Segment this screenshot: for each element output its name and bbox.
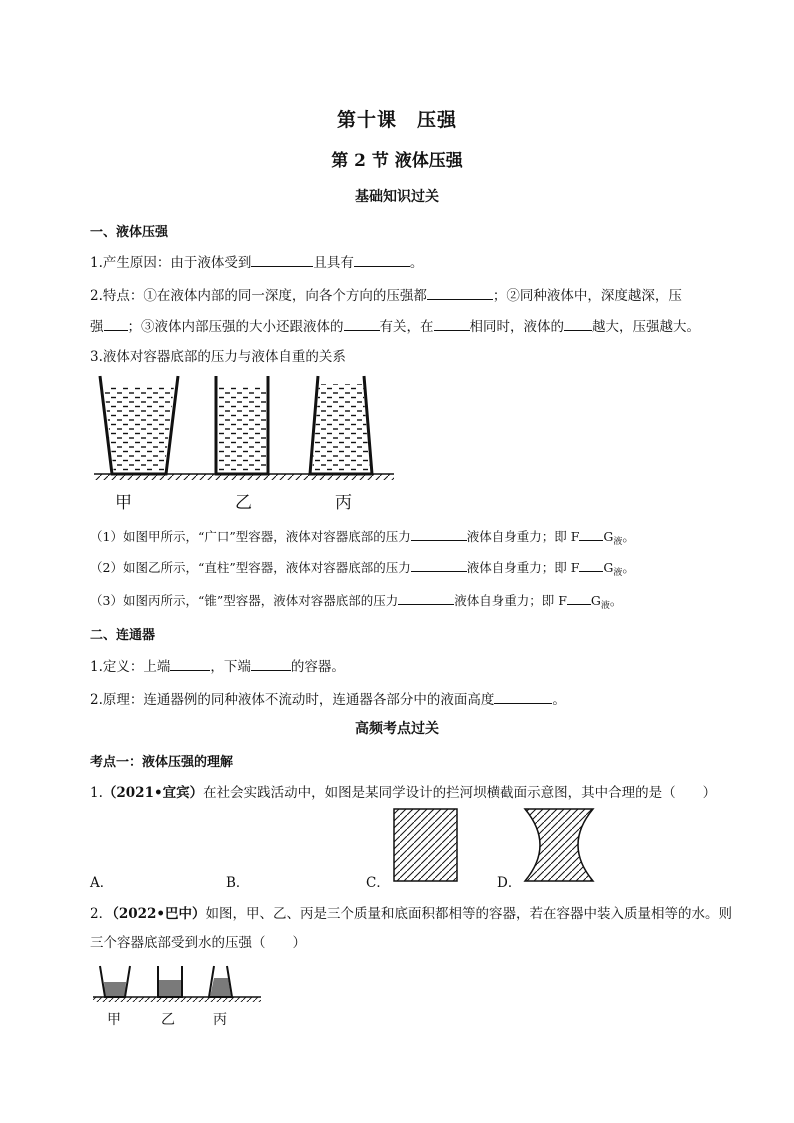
part1-heading: 一、液体压强: [90, 225, 169, 240]
page-title: 第十课 压强: [336, 109, 457, 131]
answer-blank[interactable]: [354, 253, 410, 267]
figure-label-yi: 乙: [235, 493, 252, 513]
q1-text-c: 。: [409, 255, 424, 271]
subscript: 液: [613, 537, 623, 547]
item-text: 。: [622, 529, 635, 544]
point1-heading: 考点一：液体压强的理解: [90, 755, 234, 770]
item-text: 液体自身重力；即 F: [466, 560, 580, 575]
question-source: （2021•宜宾）: [102, 785, 204, 801]
item-text: 。: [622, 560, 635, 575]
question-num: 1.: [90, 785, 103, 801]
q1-cause: [90, 251, 423, 271]
item-text: 如图丙所示，“锥”型容器，液体对容器底部的压力: [122, 593, 399, 608]
option-b[interactable]: B．: [226, 875, 250, 891]
item-text: 液体自身重力；即 F: [454, 593, 567, 608]
option-a[interactable]: A．: [90, 875, 114, 891]
option-d[interactable]: D．: [497, 875, 522, 891]
q3-heading: 3.液体对容器底部的压力与液体自重的关系: [90, 349, 346, 365]
subscript: 液: [613, 568, 623, 578]
item-text: 如图甲所示，“广口”型容器，液体对容器底部的压力: [122, 529, 411, 544]
fig2-label-bing: 丙: [213, 1012, 227, 1028]
answer-blank[interactable]: [564, 317, 592, 331]
high-frequency-heading: 高频考点过关: [355, 721, 439, 737]
dam-section-d: [523, 808, 595, 883]
answer-blank[interactable]: [411, 558, 467, 572]
fig2-label-jia: 甲: [107, 1012, 121, 1028]
def-text: ，下端: [210, 659, 251, 675]
answer-blank[interactable]: [251, 657, 291, 671]
liquid-yi: [218, 386, 266, 474]
q2-text: 越大，压强越大。: [592, 319, 700, 335]
q2-text: ；②同种液体中，深度越深，压: [492, 288, 682, 304]
question-num: 2．: [90, 906, 113, 922]
def-text: 的容器。: [290, 659, 345, 675]
figure-label-bing: 丙: [335, 493, 352, 513]
question-source: （2022•巴中）: [112, 906, 206, 922]
item-num: （2）: [90, 560, 123, 575]
section-subtitle: 第 2 节 液体压强: [331, 151, 463, 171]
liquid-jia: [104, 386, 174, 474]
dam-section-c: [393, 808, 459, 883]
item-num: （1）: [90, 529, 123, 544]
communicating-vessel-definition: [90, 655, 345, 675]
subscript: 液: [600, 601, 610, 611]
item-text: 液体自身重力；即 F: [466, 529, 580, 544]
item-num: （3）: [90, 593, 123, 608]
def-text: 1.定义：上端: [90, 659, 171, 675]
answer-blank[interactable]: [434, 317, 470, 331]
answer-blank[interactable]: [579, 527, 603, 541]
question-text: 如图，甲、乙、丙是三个质量和底面积都相等的容器，若在容器中装入质量相等的水。则: [205, 906, 733, 922]
item-text: G: [603, 529, 614, 544]
fig2-label-yi: 乙: [161, 1012, 175, 1028]
containers-figure: [92, 372, 402, 487]
item-1: [90, 527, 635, 547]
item-text: G: [603, 560, 614, 575]
answer-blank[interactable]: [567, 591, 591, 605]
basic-knowledge-heading: 基础知识过关: [355, 189, 439, 205]
question-text: 在社会实践活动中，如图是某同学设计的拦河坝横截面示意图，其中合理的是（ ）: [203, 785, 717, 801]
answer-blank[interactable]: [494, 690, 552, 704]
q2-text: 强: [90, 319, 104, 335]
figure-label-jia: 甲: [115, 493, 132, 513]
q2-text: 有关，在: [379, 319, 434, 335]
question-2-line2: 三个容器底部受到水的压强（ ）: [90, 935, 306, 951]
answer-blank[interactable]: [411, 527, 467, 541]
q2-line1: [90, 284, 682, 304]
answer-blank[interactable]: [398, 591, 454, 605]
q1-text-a: 1.产生原因：由于液体受到: [90, 255, 252, 271]
q2-text: 相同时，液体的: [469, 319, 564, 335]
answer-blank[interactable]: [104, 317, 128, 331]
item-text: G: [590, 593, 601, 608]
communicating-vessel-principle: [90, 688, 566, 708]
answer-blank[interactable]: [579, 558, 603, 572]
q2-line2: [90, 315, 700, 335]
part2-heading: 二、连通器: [90, 628, 156, 643]
item-3: [90, 591, 622, 611]
liquid-bing: [312, 384, 370, 474]
item-text: 。: [609, 593, 623, 608]
principle-text: 。: [552, 692, 566, 708]
three-containers-figure: [93, 964, 263, 1004]
q2-text: ；③液体内部压强的大小还跟液体的: [127, 319, 344, 335]
item-2: [90, 558, 635, 578]
item-text: 如图乙所示，“直柱”型容器，液体对容器底部的压力: [122, 560, 411, 575]
answer-blank[interactable]: [170, 657, 210, 671]
question-2: [90, 902, 732, 922]
question-1: [90, 781, 716, 801]
answer-blank[interactable]: [251, 253, 313, 267]
answer-blank[interactable]: [344, 317, 380, 331]
q1-text-b: 且具有: [313, 255, 354, 271]
option-c[interactable]: C．: [366, 875, 390, 891]
answer-blank[interactable]: [427, 286, 493, 300]
principle-text: 2.原理：连通器例的同种液体不流动时，连通器各部分中的液面高度: [90, 692, 495, 708]
q2-text: 2.特点：①在液体内部的同一深度，向各个方向的压强都: [90, 288, 427, 304]
